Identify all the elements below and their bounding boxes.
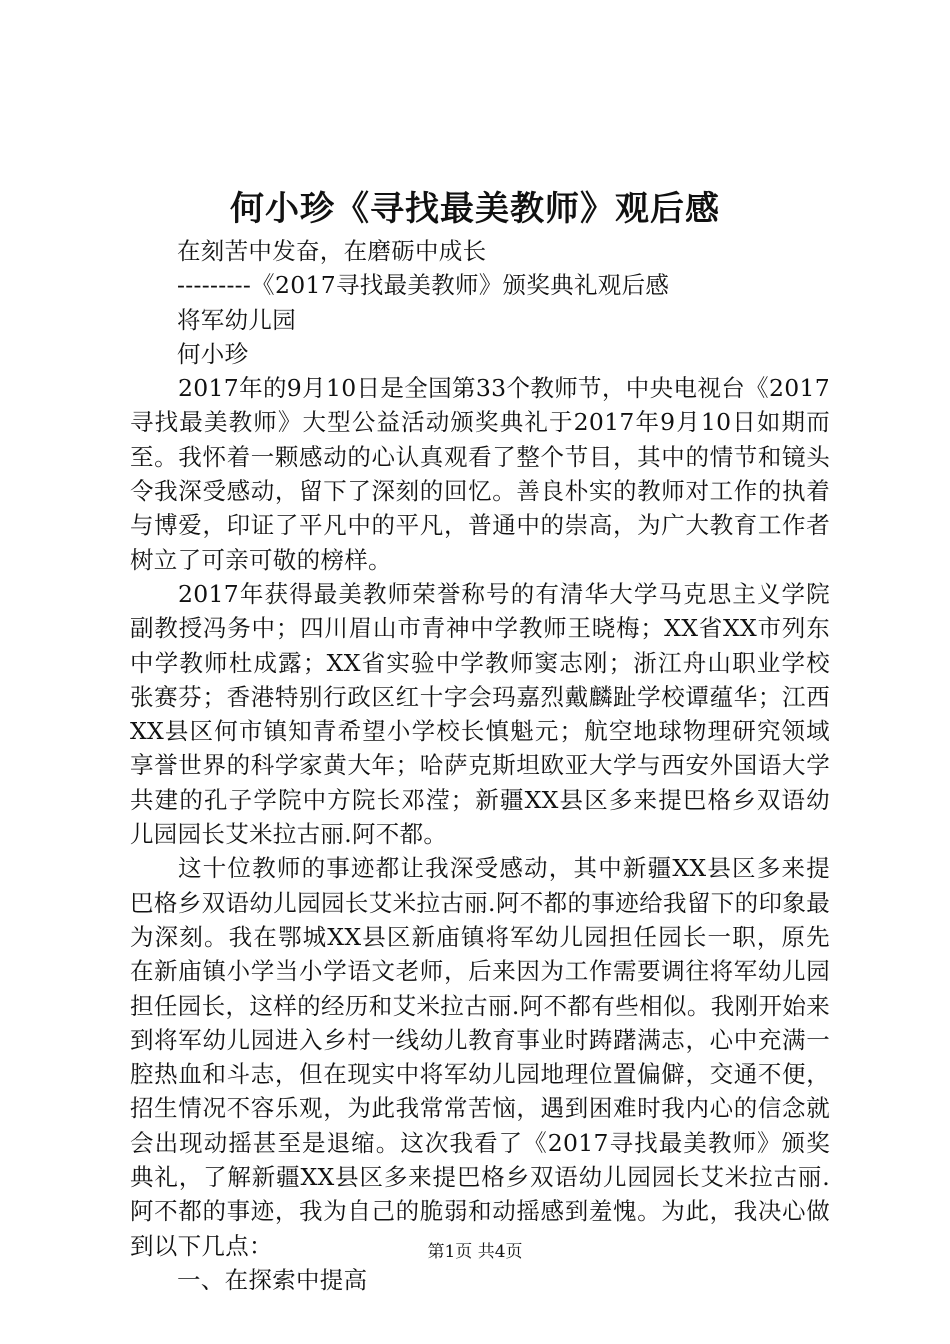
author-name: 何小珍 — [177, 339, 249, 368]
subheading: ---------《2017寻找最美教师》颁奖典礼观后感 — [177, 271, 670, 300]
paragraph-1: 2017年的9月10日是全国第33个教师节，中央电视台《2017寻找最美教师》大型公益活动颁奖典礼于2017年9月10日如期而至。我怀着一颗感动的心认真观看了整个节目，其中的情节和镜头令我深受感动，留下了深刻的回忆。善良朴实的教师对工作的执着与博爱，印证了平凡中的平凡，普通中的崇高，为广大教育工作者树立了可亲可敬的榜样。 — [130, 374, 830, 574]
paragraph-2: 2017年获得最美教师荣誉称号的有清华大学马克思主义学院副教授冯务中；四川眉山市青神中学教师王晓梅；XX省XX市列东中学教师杜成露；XX省实验中学教师窦志刚；浙江舟山职业学校张赛芬；香港特别行政区红十字会玛嘉烈戴麟趾学校谭蕴华；江西XX县区何市镇知青希望小学校长慎魁元；航空地球物理研究领域享誉世界的科学家黄大年；哈萨克斯坦欧亚大学与西安外国语大学共建的孔子学院中方院长邓滢；新疆XX县区多来提巴格乡双语幼儿园园长艾米拉古丽.阿不都。 — [130, 579, 830, 849]
paragraph-3: 这十位教师的事迹都让我深受感动，其中新疆XX县区多来提巴格乡双语幼儿园园长艾米拉古丽.阿不都的事迹给我留下的印象最为深刻。我在鄂城XX县区新庙镇将军幼儿园担任园长一职，原先在新庙镇小学当小学语文老师，后来因为工作需要调往将军幼儿园担任园长，这样的经历和艾米拉古丽.阿不都有些相似。我刚开始来到将军幼儿园进入乡村一线幼儿教育事业时踌躇满志，心中充满一腔热血和斗志，但在现实中将军幼儿园地理位置偏僻，交通不便，招生情况不容乐观，为此我常常苦恼，遇到困难时我内心的信念就会出现动摇甚至是退缩。这次我看了《2017寻找最美教师》颁奖典礼，了解新疆XX县区多来提巴格乡双语幼儿园园长艾米拉古丽.阿不都的事迹，我为自己的脆弱和动摇感到羞愧。为此，我决心做到以下几点： — [130, 854, 830, 1260]
section-heading: 一、在探索中提高 — [177, 1265, 368, 1294]
page-title: 何小珍《寻找最美教师》观后感 — [230, 189, 720, 229]
page-footer: 第1页 共4页 — [427, 1242, 523, 1262]
school-name: 将军幼儿园 — [177, 305, 296, 334]
document-body — [130, 234, 830, 1297]
subtitle: 在刻苦中发奋，在磨砺中成长 — [177, 237, 487, 265]
